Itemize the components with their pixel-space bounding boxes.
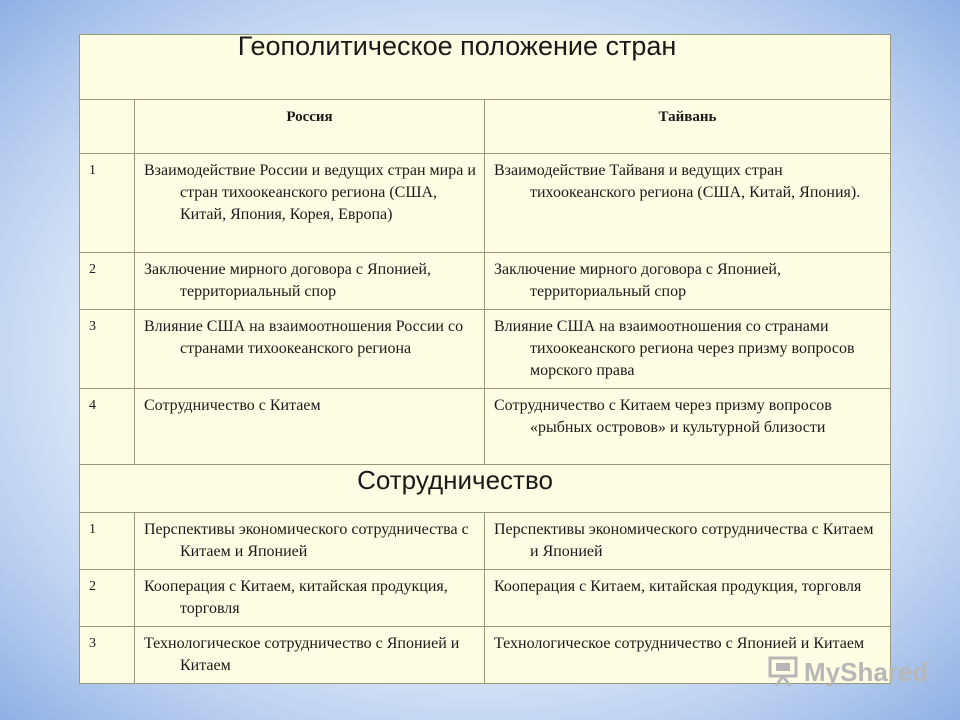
cell-russia: Влияние США на взаимоотношения России со странами тихоокеанского региона — [135, 310, 485, 389]
cell-taiwan: Взаимодействие Тайваня и ведущих стран тихоокеанского региона (США, Китай, Япония). — [485, 154, 891, 253]
cell-russia: Взаимодействие России и ведущих стран мира и стран тихоокеанского региона (США, Китай, Япония, Корея, Европа) — [135, 154, 485, 253]
cell-taiwan: Технологическое сотрудничество с Японией и Китаем — [485, 627, 891, 684]
title-row — [80, 35, 891, 100]
row-number: 2 — [80, 253, 135, 310]
row-number: 1 — [80, 513, 135, 570]
row-number: 4 — [80, 389, 135, 465]
cell-taiwan: Сотрудничество с Китаем через призму вопросов «рыбных островов» и культурной близости — [485, 389, 891, 465]
table-row — [80, 154, 891, 253]
row-number: 1 — [80, 154, 135, 253]
cell-taiwan: Заключение мирного договора с Японией, территориальный спор — [485, 253, 891, 310]
cell-russia: Технологическое сотрудничество с Японией и Китаем — [135, 627, 485, 684]
table-title: Геополитическое положение стран — [80, 35, 891, 100]
row-number: 2 — [80, 570, 135, 627]
section-title: Сотрудничество — [80, 465, 891, 513]
header-russia: Россия — [135, 100, 485, 154]
cell-taiwan: Влияние США на взаимоотношения со странами тихоокеанского региона через призму вопросов морского права — [485, 310, 891, 389]
table-row — [80, 570, 891, 627]
row-number: 3 — [80, 310, 135, 389]
table-row — [80, 253, 891, 310]
comparison-table — [79, 31, 891, 684]
section-row — [80, 465, 891, 513]
header-taiwan: Тайвань — [485, 100, 891, 154]
cell-taiwan: Перспективы экономического сотрудничества с Китаем и Японией — [485, 513, 891, 570]
row-number: 3 — [80, 627, 135, 684]
presentation-board-icon — [768, 656, 798, 688]
cell-russia: Заключение мирного договора с Японией, территориальный спор — [135, 253, 485, 310]
table-row — [80, 513, 891, 570]
table-row — [80, 310, 891, 389]
header-num — [80, 100, 135, 154]
watermark-logo — [768, 656, 928, 688]
cell-russia: Сотрудничество с Китаем — [135, 389, 485, 465]
cell-russia: Кооперация с Китаем, китайская продукция, торговля — [135, 570, 485, 627]
header-row — [80, 100, 891, 154]
table-row — [80, 389, 891, 465]
cell-russia: Перспективы экономического сотрудничества с Китаем и Японией — [135, 513, 485, 570]
watermark-text: MyShared — [804, 656, 929, 687]
cell-taiwan: Кооперация с Китаем, китайская продукция, торговля — [485, 570, 891, 627]
